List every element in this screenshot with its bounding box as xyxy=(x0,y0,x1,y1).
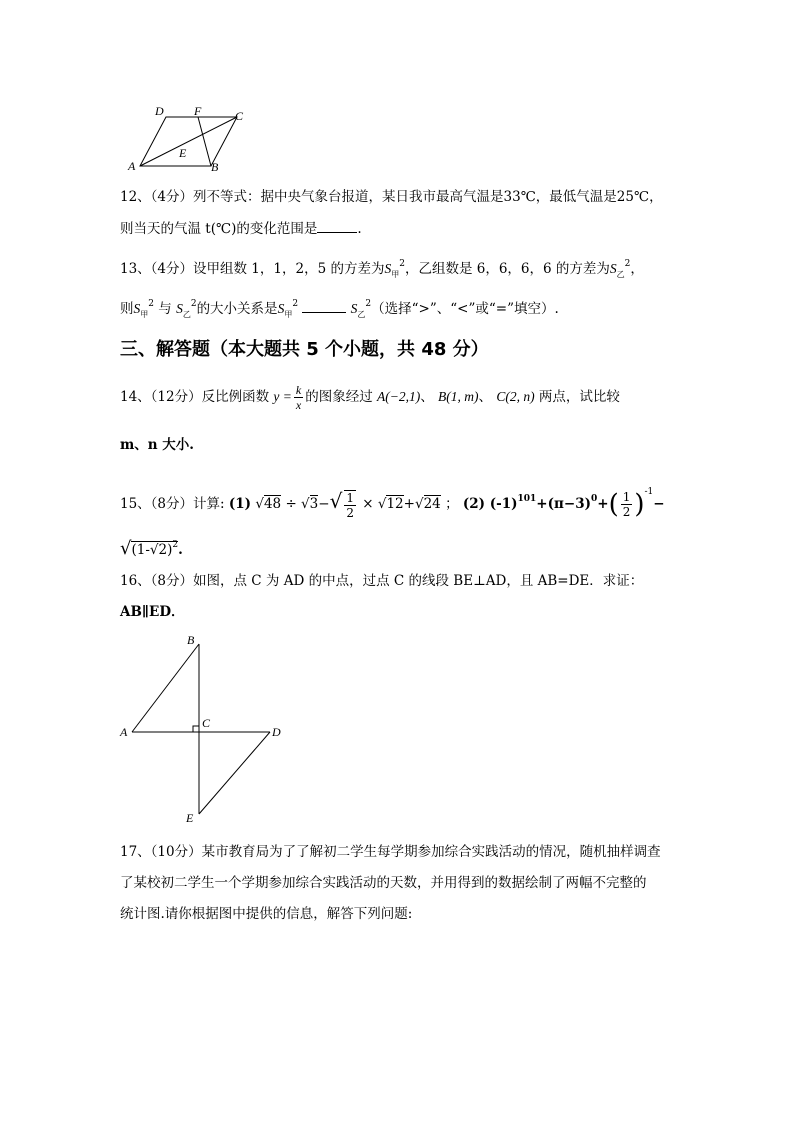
q13-text-f: 的大小关系是 xyxy=(196,301,278,317)
s-jia-var: S xyxy=(384,261,392,276)
exp-minus1: -1 xyxy=(644,487,654,497)
label-e2: E xyxy=(186,811,194,825)
sqrt-outer-body: $(1-√2)^2$ xyxy=(131,540,179,558)
sqrt-3: √3 xyxy=(301,496,319,512)
q13-text-d: 则 xyxy=(120,301,134,317)
q14-sep1: 、 xyxy=(420,389,434,405)
label-b2: B xyxy=(187,633,195,647)
s-jia-var-2: S xyxy=(133,301,141,316)
minus-sign: − xyxy=(318,496,330,512)
point-c: C(2, n) xyxy=(496,389,535,404)
right-angle-mark xyxy=(193,726,199,732)
label-f: F xyxy=(194,104,202,118)
q12-answer-blank xyxy=(317,219,357,233)
q13-text-b: ，乙组数是 6，6，6，6 的方差为 xyxy=(404,261,610,277)
label-c: C xyxy=(235,109,244,123)
label-a2: A xyxy=(120,725,128,739)
q13-answer-blank xyxy=(302,299,346,313)
s-yi-sub-2: 乙 xyxy=(182,310,191,319)
q17-line2: 了某校初二学生一个学期参加综合实践活动的天数，并用得到的数据绘制了两幅不完整的 xyxy=(120,875,647,891)
s-jia-var-3: S xyxy=(277,301,285,316)
q13-line2 xyxy=(120,295,559,324)
q12-text: 则当天的气温 t(℃)的变化范围是 xyxy=(120,221,318,237)
q12-line1: 12、（4分）列不等式：据中央气象台报道，某日我市最高气温是33℃，最低气温是25℃， xyxy=(120,189,663,205)
s-jia-sub: 甲 xyxy=(391,270,400,279)
s-yi-var: S xyxy=(609,261,617,276)
sqrt-24: √24 xyxy=(414,496,441,512)
trailing-minus: − xyxy=(653,496,665,512)
triangles-figure xyxy=(115,632,295,827)
q15-part1-label: (1) xyxy=(228,496,252,512)
q14-numerator: k xyxy=(295,383,302,397)
q14-text-c: 两点，试比较 xyxy=(538,389,620,405)
q13-text-c: ， xyxy=(630,261,644,277)
q13-text-a: 13、（4分）设甲组数 1，1，2，5 的方差为 xyxy=(120,261,385,277)
q15-part2: (2) $(-1)^{101}+(\pi-3)^0+$ xyxy=(462,494,609,512)
segment-ac xyxy=(140,117,237,166)
s-jia-sub-3: 甲 xyxy=(284,310,293,319)
s-jia-sup-3: 2 xyxy=(292,299,299,309)
s-yi-sup-3: 2 xyxy=(365,299,372,309)
s-yi-var-2: S xyxy=(176,301,183,316)
q14-line2: m、n 大小. xyxy=(120,437,194,453)
q14-line1 xyxy=(120,380,620,414)
point-a: A(−2,1) xyxy=(377,389,421,404)
label-e: E xyxy=(179,146,187,160)
section-heading: 三、解答题（本大题共 5 个小题，共 48 分） xyxy=(120,339,489,360)
q15-line1 xyxy=(120,472,665,520)
label-d2: D xyxy=(272,725,281,739)
q16-line1: 16、（8分）如图，点 C 为 AD 的中点，过点 C 的线段 BE⊥AD，且 AB=DE．求证： xyxy=(120,573,644,589)
q13-text-g: （选择“>”、“<”或“=”填空）. xyxy=(371,301,559,317)
q14-denominator: x xyxy=(295,398,302,412)
s-yi-var-3: S xyxy=(350,301,358,316)
label-c2: C xyxy=(202,716,211,730)
q16-line2: AB∥ED． xyxy=(120,604,185,620)
sqrt-outer: √ xyxy=(120,538,132,559)
q15-semicolon: ； xyxy=(445,496,459,512)
sqrt-48: √48 xyxy=(255,496,282,512)
q14-text-a: 14、（12分）反比例函数 xyxy=(120,389,270,405)
s-yi-sup-2: 2 xyxy=(190,299,197,309)
q12-line2 xyxy=(120,219,362,238)
s-jia-sup: 2 xyxy=(399,259,405,269)
times-sign: × xyxy=(362,496,374,512)
label-a: A xyxy=(128,159,136,173)
segment-fb xyxy=(198,117,211,166)
label-b: B xyxy=(211,160,219,174)
q17-line3: 统计图.请你根据图中提供的信息，解答下列问题: xyxy=(120,906,413,922)
label-d: D xyxy=(155,104,164,118)
q15-end: . xyxy=(178,542,183,558)
paren-half-close: ) xyxy=(634,489,645,520)
q17-line1: 17、（10分）某市教育局为了了解初二学生每学期参加综合实践活动的情况，随机抽样调查 xyxy=(120,844,661,860)
segment-de xyxy=(199,732,270,814)
div-sign: ÷ xyxy=(285,496,297,512)
q14-sep2: 、 xyxy=(478,389,493,405)
q14-text-b: 的图象经过 xyxy=(305,389,373,405)
s-jia-sub-2: 甲 xyxy=(140,310,149,319)
half-fraction: $\frac{1}{2}$ xyxy=(346,490,354,520)
paren-half: ( xyxy=(608,489,619,520)
q14-y-eq: y = xyxy=(273,389,292,404)
s-yi-sub-3: 乙 xyxy=(357,310,366,319)
q13-text-e: 与 xyxy=(158,301,172,317)
sqrt-half: √ xyxy=(329,489,343,513)
parallelogram-figure xyxy=(122,100,252,175)
q12-end: . xyxy=(357,221,362,237)
half-fraction-2: $\frac{1}{2}$ xyxy=(622,490,631,519)
q14-fraction xyxy=(294,383,303,412)
segment-ab xyxy=(132,644,199,732)
q13-line1 xyxy=(120,255,644,284)
s-yi-sub: 乙 xyxy=(616,270,625,279)
sqrt-12: √12 xyxy=(377,496,404,512)
s-jia-sup-2: 2 xyxy=(148,299,154,309)
plus-sign: + xyxy=(403,496,415,512)
point-b: B(1, m) xyxy=(438,389,479,404)
q15-text-a: 15、（8分）计算: xyxy=(120,496,225,512)
q15-line2 xyxy=(120,532,183,558)
s-yi-sup: 2 xyxy=(624,259,631,269)
